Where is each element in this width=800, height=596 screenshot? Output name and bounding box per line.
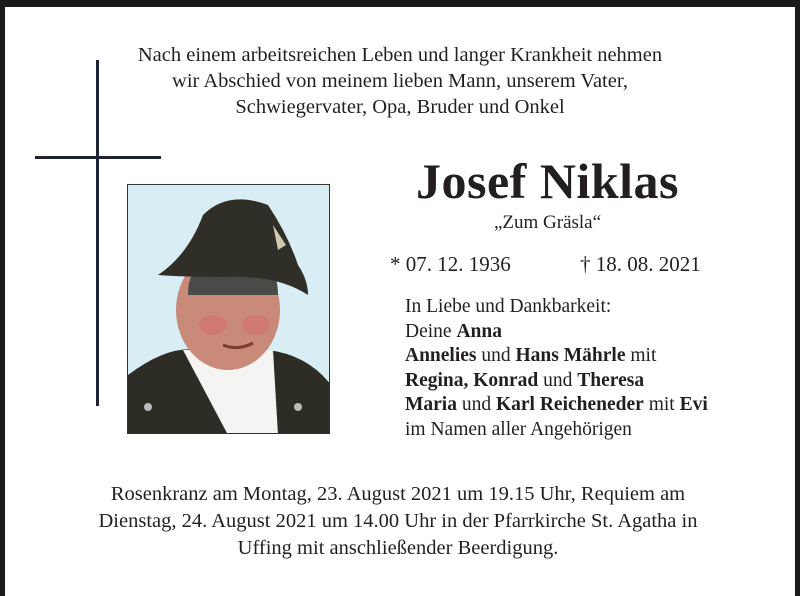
survivor-text: mit	[625, 345, 657, 366]
survivor-name: Evi	[679, 394, 708, 415]
survivor-line	[405, 369, 708, 394]
survivors-list	[405, 295, 708, 442]
survivor-text: im Namen aller Angehörigen	[405, 418, 632, 440]
survivor-name: Maria	[405, 394, 457, 415]
survivor-line	[405, 320, 708, 345]
survivor-line	[405, 393, 708, 418]
survivor-text: und	[456, 394, 496, 415]
service-info	[0, 481, 796, 562]
survivor-name: Annelies	[405, 345, 477, 366]
survivor-text: mit	[643, 394, 680, 415]
death-date: † 18. 08. 2021	[580, 252, 701, 276]
survivor-text: Deine	[405, 320, 457, 342]
survivor-text: und	[476, 345, 516, 366]
survivor-name: Regina, Konrad	[405, 369, 539, 391]
survivor-text: und	[538, 369, 578, 391]
birth-date: * 07. 12. 1936	[390, 252, 511, 276]
cross-icon	[96, 60, 99, 406]
survivor-name: Anna	[456, 320, 502, 342]
survivor-line	[405, 295, 708, 320]
service-line: Uffing mit anschließender Beerdigung.	[237, 537, 559, 559]
intro-line: Schwiegervater, Opa, Bruder und Onkel	[235, 96, 565, 118]
survivor-name: Hans Mährle	[515, 345, 626, 366]
survivor-name: Karl Reicheneder	[495, 394, 644, 415]
deceased-name: Josef Niklas	[416, 153, 679, 209]
intro-text	[0, 42, 800, 120]
service-line: Rosenkranz am Montag, 23. August 2021 um 19.15 Uhr, Requiem am	[110, 483, 686, 505]
survivor-line	[405, 418, 708, 443]
survivor-name: Theresa	[577, 369, 645, 391]
intro-line: wir Abschied von meinem lieben Mann, unserem Vater,	[172, 70, 628, 92]
portrait-photo	[127, 184, 330, 434]
service-line: Dienstag, 24. August 2021 um 14.00 Uhr in der Pfarrkirche St. Agatha in	[98, 510, 698, 532]
deceased-nickname: „Zum Gräsla“	[493, 212, 602, 233]
survivor-text: In Liebe und Dankbarkeit:	[405, 296, 612, 317]
survivor-line	[405, 344, 708, 369]
intro-line: Nach einem arbeitsreichen Leben und langer Krankheit nehmen	[137, 44, 663, 66]
cross-icon-bar	[35, 156, 161, 159]
